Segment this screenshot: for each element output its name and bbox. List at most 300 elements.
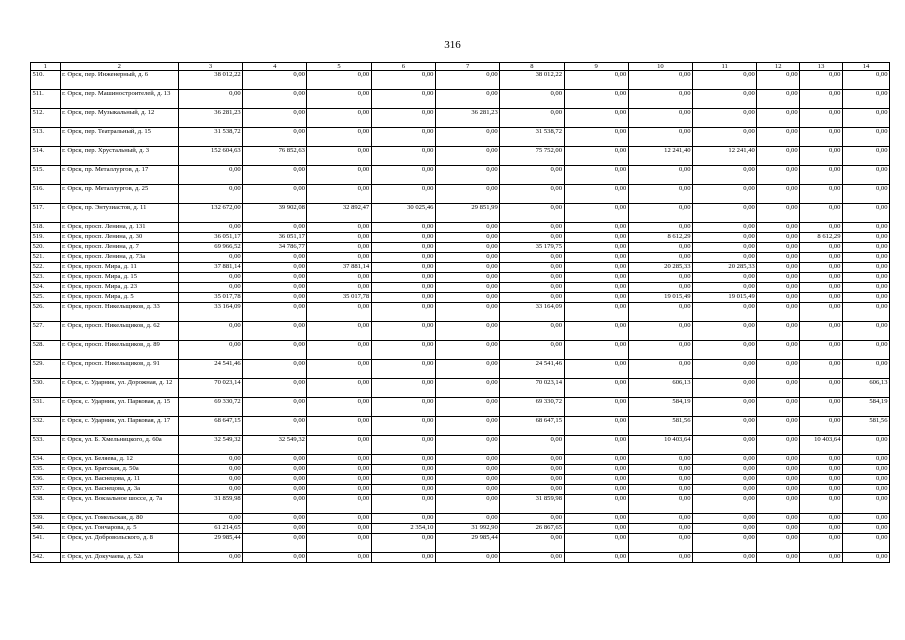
address-cell: г. Орск, ул. Добровольского, д. 8 bbox=[60, 534, 178, 553]
amount-cell-col-11: 20 285,33 bbox=[693, 263, 757, 273]
amount-cell-col-13: 0,00 bbox=[800, 465, 843, 475]
amount-cell-col-6: 0,00 bbox=[371, 379, 435, 398]
amount-cell-col-8: 0,00 bbox=[500, 514, 564, 524]
amount-cell-col-8: 0,00 bbox=[500, 465, 564, 475]
amount-cell-col-6: 30 025,46 bbox=[371, 204, 435, 223]
amount-cell-col-3: 69 966,52 bbox=[178, 243, 242, 253]
table-row bbox=[31, 553, 890, 563]
row-number-cell: 532. bbox=[31, 417, 61, 436]
address-cell: г. Орск, с. Ударник, ул. Парковая, д. 17 bbox=[60, 417, 178, 436]
address-cell: г. Орск, пр. Энтузиастов, д. 11 bbox=[60, 204, 178, 223]
amount-cell-col-10: 20 285,33 bbox=[628, 263, 692, 273]
amount-cell-col-3: 24 541,46 bbox=[178, 360, 242, 379]
table-row bbox=[31, 223, 890, 233]
amount-cell-col-8: 0,00 bbox=[500, 322, 564, 341]
amount-cell-col-9: 0,00 bbox=[564, 109, 628, 128]
amount-cell-col-14: 0,00 bbox=[842, 147, 889, 166]
amount-cell-col-13: 8 612,29 bbox=[800, 233, 843, 243]
amount-cell-col-12: 0,00 bbox=[757, 243, 800, 253]
amount-cell-col-13: 0,00 bbox=[800, 534, 843, 553]
amount-cell-col-4: 34 786,77 bbox=[243, 243, 307, 253]
amount-cell-col-8: 75 752,00 bbox=[500, 147, 564, 166]
column-number: 2 bbox=[60, 63, 178, 71]
table-row bbox=[31, 185, 890, 204]
amount-cell-col-4: 0,00 bbox=[243, 322, 307, 341]
amount-cell-col-11: 19 015,49 bbox=[693, 293, 757, 303]
amount-cell-col-5: 35 017,78 bbox=[307, 293, 371, 303]
row-number-cell: 514. bbox=[31, 147, 61, 166]
amount-cell-col-7: 0,00 bbox=[435, 465, 499, 475]
amount-cell-col-4: 0,00 bbox=[243, 166, 307, 185]
table-row bbox=[31, 398, 890, 417]
amount-cell-col-5: 0,00 bbox=[307, 303, 371, 322]
table-row bbox=[31, 417, 890, 436]
amount-cell-col-6: 0,00 bbox=[371, 514, 435, 524]
table-row bbox=[31, 147, 890, 166]
row-number-cell: 529. bbox=[31, 360, 61, 379]
amount-cell-col-3: 38 012,22 bbox=[178, 71, 242, 90]
amount-cell-col-10: 0,00 bbox=[628, 90, 692, 109]
amount-cell-col-12: 0,00 bbox=[757, 436, 800, 455]
amount-cell-col-14: 0,00 bbox=[842, 223, 889, 233]
page-number: 316 bbox=[444, 39, 461, 51]
register-table bbox=[30, 62, 890, 563]
row-number-cell: 517. bbox=[31, 204, 61, 223]
amount-cell-col-11: 0,00 bbox=[693, 223, 757, 233]
table-row bbox=[31, 204, 890, 223]
amount-cell-col-13: 0,00 bbox=[800, 293, 843, 303]
amount-cell-col-14: 0,00 bbox=[842, 475, 889, 485]
amount-cell-col-4: 0,00 bbox=[243, 263, 307, 273]
amount-cell-col-10: 0,00 bbox=[628, 524, 692, 534]
amount-cell-col-13: 0,00 bbox=[800, 253, 843, 263]
amount-cell-col-10: 8 612,29 bbox=[628, 233, 692, 243]
amount-cell-col-9: 0,00 bbox=[564, 341, 628, 360]
amount-cell-col-4: 0,00 bbox=[243, 553, 307, 563]
amount-cell-col-10: 0,00 bbox=[628, 71, 692, 90]
column-number-row bbox=[31, 63, 890, 71]
amount-cell-col-10: 0,00 bbox=[628, 514, 692, 524]
amount-cell-col-10: 0,00 bbox=[628, 185, 692, 204]
amount-cell-col-7: 0,00 bbox=[435, 223, 499, 233]
amount-cell-col-9: 0,00 bbox=[564, 485, 628, 495]
table-row bbox=[31, 341, 890, 360]
amount-cell-col-9: 0,00 bbox=[564, 128, 628, 147]
amount-cell-col-6: 0,00 bbox=[371, 465, 435, 475]
amount-cell-col-9: 0,00 bbox=[564, 379, 628, 398]
amount-cell-col-11: 0,00 bbox=[693, 71, 757, 90]
amount-cell-col-6: 0,00 bbox=[371, 293, 435, 303]
amount-cell-col-12: 0,00 bbox=[757, 485, 800, 495]
amount-cell-col-12: 0,00 bbox=[757, 273, 800, 283]
amount-cell-col-8: 0,00 bbox=[500, 166, 564, 185]
amount-cell-col-4: 0,00 bbox=[243, 253, 307, 263]
amount-cell-col-9: 0,00 bbox=[564, 534, 628, 553]
row-number-cell: 528. bbox=[31, 341, 61, 360]
amount-cell-col-9: 0,00 bbox=[564, 263, 628, 273]
amount-cell-col-5: 0,00 bbox=[307, 223, 371, 233]
amount-cell-col-10: 0,00 bbox=[628, 465, 692, 475]
row-number-cell: 531. bbox=[31, 398, 61, 417]
amount-cell-col-9: 0,00 bbox=[564, 233, 628, 243]
amount-cell-col-9: 0,00 bbox=[564, 514, 628, 524]
amount-cell-col-9: 0,00 bbox=[564, 475, 628, 485]
amount-cell-col-4: 32 549,32 bbox=[243, 436, 307, 455]
amount-cell-col-3: 61 214,65 bbox=[178, 524, 242, 534]
amount-cell-col-6: 0,00 bbox=[371, 455, 435, 465]
amount-cell-col-3: 0,00 bbox=[178, 223, 242, 233]
table-row bbox=[31, 273, 890, 283]
amount-cell-col-12: 0,00 bbox=[757, 90, 800, 109]
amount-cell-col-6: 0,00 bbox=[371, 436, 435, 455]
row-number-cell: 521. bbox=[31, 253, 61, 263]
amount-cell-col-11: 0,00 bbox=[693, 185, 757, 204]
amount-cell-col-14: 0,00 bbox=[842, 166, 889, 185]
amount-cell-col-10: 0,00 bbox=[628, 166, 692, 185]
amount-cell-col-12: 0,00 bbox=[757, 341, 800, 360]
amount-cell-col-8: 68 647,15 bbox=[500, 417, 564, 436]
amount-cell-col-13: 0,00 bbox=[800, 495, 843, 514]
amount-cell-col-11: 0,00 bbox=[693, 253, 757, 263]
amount-cell-col-11: 0,00 bbox=[693, 485, 757, 495]
address-cell: г. Орск, пер. Музыкальный, д. 12 bbox=[60, 109, 178, 128]
amount-cell-col-13: 0,00 bbox=[800, 90, 843, 109]
amount-cell-col-13: 0,00 bbox=[800, 475, 843, 485]
amount-cell-col-8: 24 541,46 bbox=[500, 360, 564, 379]
amount-cell-col-10: 10 403,64 bbox=[628, 436, 692, 455]
amount-cell-col-8: 0,00 bbox=[500, 109, 564, 128]
amount-cell-col-7: 0,00 bbox=[435, 485, 499, 495]
amount-cell-col-12: 0,00 bbox=[757, 263, 800, 273]
amount-cell-col-9: 0,00 bbox=[564, 398, 628, 417]
amount-cell-col-6: 0,00 bbox=[371, 128, 435, 147]
row-number-cell: 524. bbox=[31, 283, 61, 293]
amount-cell-col-5: 37 881,14 bbox=[307, 263, 371, 273]
row-number-cell: 523. bbox=[31, 273, 61, 283]
row-number-cell: 525. bbox=[31, 293, 61, 303]
amount-cell-col-8: 0,00 bbox=[500, 273, 564, 283]
row-number-cell: 511. bbox=[31, 90, 61, 109]
table-row bbox=[31, 303, 890, 322]
amount-cell-col-6: 0,00 bbox=[371, 109, 435, 128]
amount-cell-col-3: 33 164,09 bbox=[178, 303, 242, 322]
amount-cell-col-11: 0,00 bbox=[693, 243, 757, 253]
amount-cell-col-6: 0,00 bbox=[371, 341, 435, 360]
amount-cell-col-5: 0,00 bbox=[307, 455, 371, 465]
amount-cell-col-3: 35 017,78 bbox=[178, 293, 242, 303]
amount-cell-col-7: 36 281,23 bbox=[435, 109, 499, 128]
amount-cell-col-7: 0,00 bbox=[435, 475, 499, 485]
address-cell: г. Орск, ул. Б. Хмельницкого, д. 60а bbox=[60, 436, 178, 455]
table-row bbox=[31, 128, 890, 147]
amount-cell-col-7: 0,00 bbox=[435, 283, 499, 293]
amount-cell-col-4: 0,00 bbox=[243, 360, 307, 379]
address-cell: г. Орск, ул. Докучаева, д. 52а bbox=[60, 553, 178, 563]
amount-cell-col-9: 0,00 bbox=[564, 495, 628, 514]
amount-cell-col-13: 0,00 bbox=[800, 524, 843, 534]
amount-cell-col-14: 0,00 bbox=[842, 495, 889, 514]
address-cell: г. Орск, ул. Гомельская, д. 80 bbox=[60, 514, 178, 524]
amount-cell-col-11: 0,00 bbox=[693, 417, 757, 436]
amount-cell-col-14: 0,00 bbox=[842, 283, 889, 293]
amount-cell-col-11: 0,00 bbox=[693, 475, 757, 485]
amount-cell-col-14: 584,19 bbox=[842, 398, 889, 417]
amount-cell-col-5: 0,00 bbox=[307, 553, 371, 563]
amount-cell-col-12: 0,00 bbox=[757, 166, 800, 185]
amount-cell-col-5: 0,00 bbox=[307, 436, 371, 455]
row-number-cell: 536. bbox=[31, 475, 61, 485]
address-cell: г. Орск, ул. Васнецова, д. 11 bbox=[60, 475, 178, 485]
amount-cell-col-13: 0,00 bbox=[800, 147, 843, 166]
address-cell: г. Орск, ул. Гончарова, д. 5 bbox=[60, 524, 178, 534]
amount-cell-col-11: 0,00 bbox=[693, 341, 757, 360]
amount-cell-col-5: 0,00 bbox=[307, 283, 371, 293]
address-cell: г. Орск, с. Ударник, ул. Дорожная, д. 12 bbox=[60, 379, 178, 398]
amount-cell-col-7: 0,00 bbox=[435, 71, 499, 90]
amount-cell-col-6: 0,00 bbox=[371, 223, 435, 233]
amount-cell-col-4: 0,00 bbox=[243, 534, 307, 553]
amount-cell-col-10: 0,00 bbox=[628, 360, 692, 379]
amount-cell-col-13: 0,00 bbox=[800, 379, 843, 398]
row-number-cell: 541. bbox=[31, 534, 61, 553]
amount-cell-col-9: 0,00 bbox=[564, 553, 628, 563]
amount-cell-col-10: 0,00 bbox=[628, 455, 692, 465]
row-number-cell: 537. bbox=[31, 485, 61, 495]
amount-cell-col-13: 0,00 bbox=[800, 283, 843, 293]
amount-cell-col-14: 0,00 bbox=[842, 485, 889, 495]
table-row bbox=[31, 360, 890, 379]
amount-cell-col-7: 31 992,90 bbox=[435, 524, 499, 534]
address-cell: г. Орск, пер. Театральный, д. 15 bbox=[60, 128, 178, 147]
amount-cell-col-4: 0,00 bbox=[243, 495, 307, 514]
amount-cell-col-7: 0,00 bbox=[435, 379, 499, 398]
table-row bbox=[31, 524, 890, 534]
amount-cell-col-3: 0,00 bbox=[178, 253, 242, 263]
amount-cell-col-12: 0,00 bbox=[757, 534, 800, 553]
address-cell: г. Орск, ул. Беляева, д. 12 bbox=[60, 455, 178, 465]
amount-cell-col-14: 0,00 bbox=[842, 233, 889, 243]
amount-cell-col-5: 0,00 bbox=[307, 109, 371, 128]
amount-cell-col-4: 0,00 bbox=[243, 293, 307, 303]
amount-cell-col-13: 0,00 bbox=[800, 553, 843, 563]
amount-cell-col-11: 0,00 bbox=[693, 553, 757, 563]
address-cell: г. Орск, просп. Ленина, д. 73а bbox=[60, 253, 178, 263]
amount-cell-col-14: 0,00 bbox=[842, 128, 889, 147]
amount-cell-col-10: 606,13 bbox=[628, 379, 692, 398]
amount-cell-col-13: 0,00 bbox=[800, 263, 843, 273]
table-row bbox=[31, 455, 890, 465]
amount-cell-col-11: 0,00 bbox=[693, 514, 757, 524]
amount-cell-col-11: 0,00 bbox=[693, 524, 757, 534]
amount-cell-col-5: 0,00 bbox=[307, 485, 371, 495]
amount-cell-col-11: 0,00 bbox=[693, 465, 757, 475]
amount-cell-col-5: 0,00 bbox=[307, 534, 371, 553]
amount-cell-col-9: 0,00 bbox=[564, 223, 628, 233]
amount-cell-col-9: 0,00 bbox=[564, 417, 628, 436]
amount-cell-col-11: 0,00 bbox=[693, 398, 757, 417]
amount-cell-col-12: 0,00 bbox=[757, 71, 800, 90]
amount-cell-col-14: 0,00 bbox=[842, 273, 889, 283]
amount-cell-col-4: 0,00 bbox=[243, 109, 307, 128]
amount-cell-col-8: 35 179,75 bbox=[500, 243, 564, 253]
amount-cell-col-7: 0,00 bbox=[435, 417, 499, 436]
amount-cell-col-12: 0,00 bbox=[757, 379, 800, 398]
amount-cell-col-8: 31 859,98 bbox=[500, 495, 564, 514]
amount-cell-col-13: 0,00 bbox=[800, 243, 843, 253]
amount-cell-col-11: 0,00 bbox=[693, 273, 757, 283]
amount-cell-col-6: 0,00 bbox=[371, 273, 435, 283]
amount-cell-col-13: 0,00 bbox=[800, 273, 843, 283]
amount-cell-col-10: 0,00 bbox=[628, 283, 692, 293]
amount-cell-col-14: 0,00 bbox=[842, 303, 889, 322]
row-number-cell: 527. bbox=[31, 322, 61, 341]
amount-cell-col-8: 0,00 bbox=[500, 90, 564, 109]
amount-cell-col-9: 0,00 bbox=[564, 166, 628, 185]
table-row bbox=[31, 243, 890, 253]
amount-cell-col-3: 68 647,15 bbox=[178, 417, 242, 436]
amount-cell-col-6: 0,00 bbox=[371, 243, 435, 253]
table-row bbox=[31, 293, 890, 303]
address-cell: г. Орск, ул. Васнецова, д. 3а bbox=[60, 485, 178, 495]
amount-cell-col-10: 581,56 bbox=[628, 417, 692, 436]
amount-cell-col-3: 0,00 bbox=[178, 322, 242, 341]
table-row bbox=[31, 485, 890, 495]
amount-cell-col-14: 606,13 bbox=[842, 379, 889, 398]
amount-cell-col-8: 0,00 bbox=[500, 204, 564, 223]
amount-cell-col-3: 31 859,98 bbox=[178, 495, 242, 514]
amount-cell-col-7: 0,00 bbox=[435, 128, 499, 147]
amount-cell-col-13: 0,00 bbox=[800, 341, 843, 360]
amount-cell-col-8: 0,00 bbox=[500, 263, 564, 273]
amount-cell-col-4: 0,00 bbox=[243, 283, 307, 293]
amount-cell-col-4: 0,00 bbox=[243, 524, 307, 534]
amount-cell-col-13: 0,00 bbox=[800, 109, 843, 128]
amount-cell-col-6: 0,00 bbox=[371, 417, 435, 436]
amount-cell-col-10: 0,00 bbox=[628, 475, 692, 485]
amount-cell-col-7: 0,00 bbox=[435, 303, 499, 322]
table-row bbox=[31, 253, 890, 263]
amount-cell-col-7: 0,00 bbox=[435, 263, 499, 273]
amount-cell-col-13: 0,00 bbox=[800, 485, 843, 495]
table-row bbox=[31, 534, 890, 553]
amount-cell-col-3: 0,00 bbox=[178, 465, 242, 475]
amount-cell-col-6: 0,00 bbox=[371, 71, 435, 90]
amount-cell-col-3: 0,00 bbox=[178, 455, 242, 465]
amount-cell-col-7: 0,00 bbox=[435, 185, 499, 204]
amount-cell-col-5: 0,00 bbox=[307, 475, 371, 485]
amount-cell-col-4: 0,00 bbox=[243, 71, 307, 90]
amount-cell-col-5: 0,00 bbox=[307, 322, 371, 341]
address-cell: г. Орск, просп. Мира, д. 11 bbox=[60, 263, 178, 273]
amount-cell-col-4: 0,00 bbox=[243, 341, 307, 360]
amount-cell-col-12: 0,00 bbox=[757, 303, 800, 322]
amount-cell-col-8: 0,00 bbox=[500, 534, 564, 553]
amount-cell-col-11: 12 241,40 bbox=[693, 147, 757, 166]
amount-cell-col-6: 0,00 bbox=[371, 263, 435, 273]
row-number-cell: 538. bbox=[31, 495, 61, 514]
amount-cell-col-4: 0,00 bbox=[243, 273, 307, 283]
amount-cell-col-8: 0,00 bbox=[500, 293, 564, 303]
amount-cell-col-8: 0,00 bbox=[500, 436, 564, 455]
amount-cell-col-9: 0,00 bbox=[564, 293, 628, 303]
amount-cell-col-7: 0,00 bbox=[435, 360, 499, 379]
amount-cell-col-14: 0,00 bbox=[842, 465, 889, 475]
address-cell: г. Орск, просп. Мира, д. 5 bbox=[60, 293, 178, 303]
amount-cell-col-4: 39 902,08 bbox=[243, 204, 307, 223]
amount-cell-col-11: 0,00 bbox=[693, 303, 757, 322]
amount-cell-col-12: 0,00 bbox=[757, 475, 800, 485]
amount-cell-col-5: 0,00 bbox=[307, 90, 371, 109]
amount-cell-col-13: 0,00 bbox=[800, 223, 843, 233]
address-cell: г. Орск, пр. Металлургов, д. 17 bbox=[60, 166, 178, 185]
amount-cell-col-13: 0,00 bbox=[800, 185, 843, 204]
amount-cell-col-9: 0,00 bbox=[564, 147, 628, 166]
amount-cell-col-13: 0,00 bbox=[800, 322, 843, 341]
amount-cell-col-3: 0,00 bbox=[178, 166, 242, 185]
amount-cell-col-3: 36 051,17 bbox=[178, 233, 242, 243]
amount-cell-col-8: 0,00 bbox=[500, 233, 564, 243]
amount-cell-col-9: 0,00 bbox=[564, 465, 628, 475]
column-number: 7 bbox=[435, 63, 499, 71]
amount-cell-col-12: 0,00 bbox=[757, 253, 800, 263]
amount-cell-col-5: 0,00 bbox=[307, 147, 371, 166]
amount-cell-col-14: 0,00 bbox=[842, 534, 889, 553]
amount-cell-col-6: 0,00 bbox=[371, 360, 435, 379]
amount-cell-col-12: 0,00 bbox=[757, 185, 800, 204]
amount-cell-col-4: 0,00 bbox=[243, 398, 307, 417]
address-cell: г. Орск, просп. Никельщиков, д. 91 bbox=[60, 360, 178, 379]
amount-cell-col-8: 0,00 bbox=[500, 223, 564, 233]
amount-cell-col-12: 0,00 bbox=[757, 455, 800, 465]
amount-cell-col-10: 12 241,40 bbox=[628, 147, 692, 166]
address-cell: г. Орск, просп. Ленина, д. 30 bbox=[60, 233, 178, 243]
amount-cell-col-10: 0,00 bbox=[628, 303, 692, 322]
amount-cell-col-12: 0,00 bbox=[757, 109, 800, 128]
column-number: 6 bbox=[371, 63, 435, 71]
amount-cell-col-6: 0,00 bbox=[371, 485, 435, 495]
table-row bbox=[31, 514, 890, 524]
amount-cell-col-14: 0,00 bbox=[842, 341, 889, 360]
column-number: 1 bbox=[31, 63, 61, 71]
amount-cell-col-8: 31 538,72 bbox=[500, 128, 564, 147]
amount-cell-col-3: 0,00 bbox=[178, 475, 242, 485]
amount-cell-col-10: 0,00 bbox=[628, 495, 692, 514]
amount-cell-col-9: 0,00 bbox=[564, 322, 628, 341]
amount-cell-col-10: 19 015,49 bbox=[628, 293, 692, 303]
amount-cell-col-13: 0,00 bbox=[800, 417, 843, 436]
address-cell: г. Орск, ул. Вокзальное шоссе, д. 7а bbox=[60, 495, 178, 514]
amount-cell-col-4: 0,00 bbox=[243, 90, 307, 109]
amount-cell-col-13: 0,00 bbox=[800, 204, 843, 223]
amount-cell-col-12: 0,00 bbox=[757, 495, 800, 514]
amount-cell-col-6: 0,00 bbox=[371, 553, 435, 563]
row-number-cell: 533. bbox=[31, 436, 61, 455]
row-number-cell: 535. bbox=[31, 465, 61, 475]
amount-cell-col-3: 32 549,32 bbox=[178, 436, 242, 455]
amount-cell-col-5: 0,00 bbox=[307, 495, 371, 514]
column-number: 10 bbox=[628, 63, 692, 71]
amount-cell-col-12: 0,00 bbox=[757, 417, 800, 436]
amount-cell-col-12: 0,00 bbox=[757, 465, 800, 475]
table-row bbox=[31, 109, 890, 128]
amount-cell-col-5: 0,00 bbox=[307, 417, 371, 436]
address-cell: г. Орск, просп. Ленина, д. 7 bbox=[60, 243, 178, 253]
row-number-cell: 522. bbox=[31, 263, 61, 273]
amount-cell-col-3: 0,00 bbox=[178, 341, 242, 360]
amount-cell-col-12: 0,00 bbox=[757, 128, 800, 147]
amount-cell-col-9: 0,00 bbox=[564, 185, 628, 204]
amount-cell-col-7: 0,00 bbox=[435, 90, 499, 109]
